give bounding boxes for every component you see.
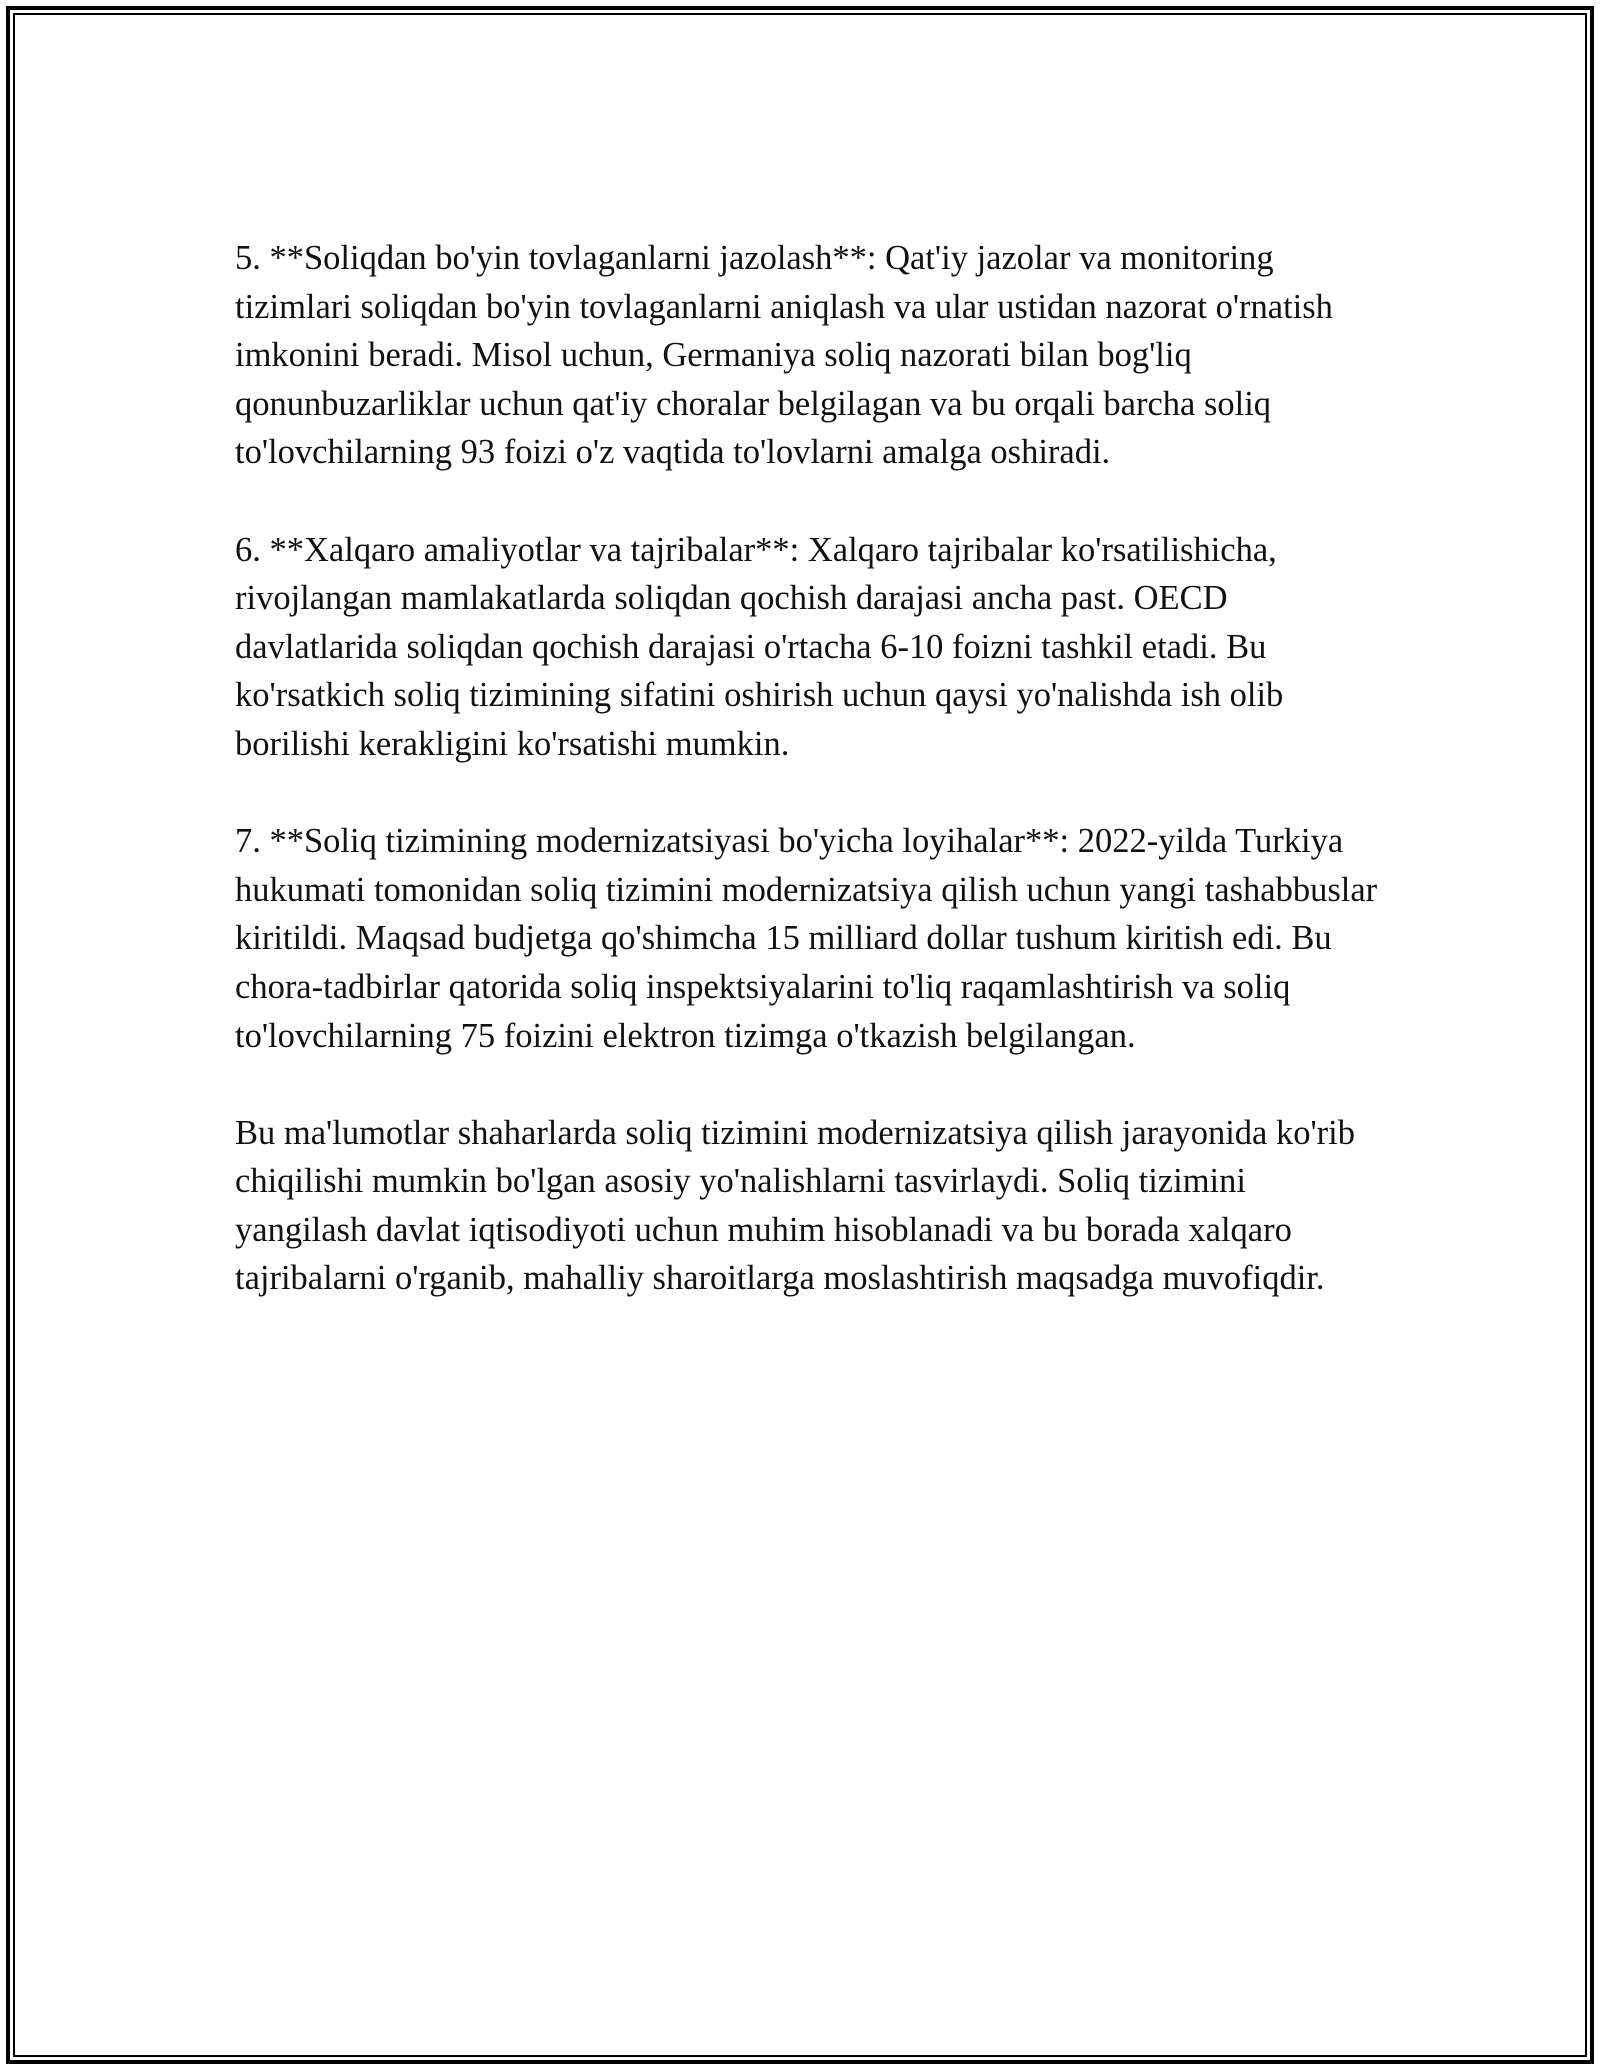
paragraph-5-tax-evasion-penalties: 5. **Soliqdan bo'yin tovlaganlarni jazolash**: Qat'iy jazolar va monitoring tizimlari soliqdan bo'yin tovlaganlarni aniqlash va ular ustidan nazorat o'rnatish imkonini beradi. Misol uchun, Germaniya soliq nazorati bilan bog'liq qonunbuzarliklar uchun qat'iy choralar belgilagan va bu orqali barcha soliq to'lovchilarning 93 foizi o'z vaqtida to'lovlarni amalga oshiradi.	[235, 239, 1333, 472]
paragraph-6-international-practices: 6. **Xalqaro amaliyotlar va tajribalar**: Xalqaro tajribalar ko'rsatilishicha, rivojlangan mamlakatlarda soliqdan qochish darajasi ancha past. OECD davlatlarida soliqdan qochish darajasi o'rtacha 6-10 foizni tashkil etadi. Bu ko'rsatkich soliq tizimining sifatini oshirish uchun qaysi yo'nalishda ish olib borilishi kerakligini ko'rsatishi mumkin.	[235, 530, 1284, 763]
paragraph-7-modernization-projects: 7. **Soliq tizimining modernizatsiyasi bo'yicha loyihalar**: 2022-yilda Turkiya hukumati tomonidan soliq tizimini modernizatsiya qilish uchun yangi tashabbuslar kiritildi. Maqsad budjetga qo'shimcha 15 milliard dollar tushum kiritish edi. Bu chora-tadbirlar qatorida soliq inspektsiyalarini to'liq raqamlashtirish va soliq to'lovchilarning 75 foizini elektron tizimga o'tkazish belgilangan.	[235, 822, 1378, 1055]
document-body	[235, 234, 1385, 1303]
paragraph-conclusion: Bu ma'lumotlar shaharlarda soliq tizimini modernizatsiya qilish jarayonida ko'rib chiqilishi mumkin bo'lgan asosiy yo'nalishlarni tasvirlaydi. Soliq tizimini yangilash davlat iqtisodiyoti uchun muhim hisoblanadi va bu borada xalqaro tajribalarni o'rganib, mahalliy sharoitlarga moslashtirish maqsadga muvofiqdir.	[235, 1113, 1356, 1298]
